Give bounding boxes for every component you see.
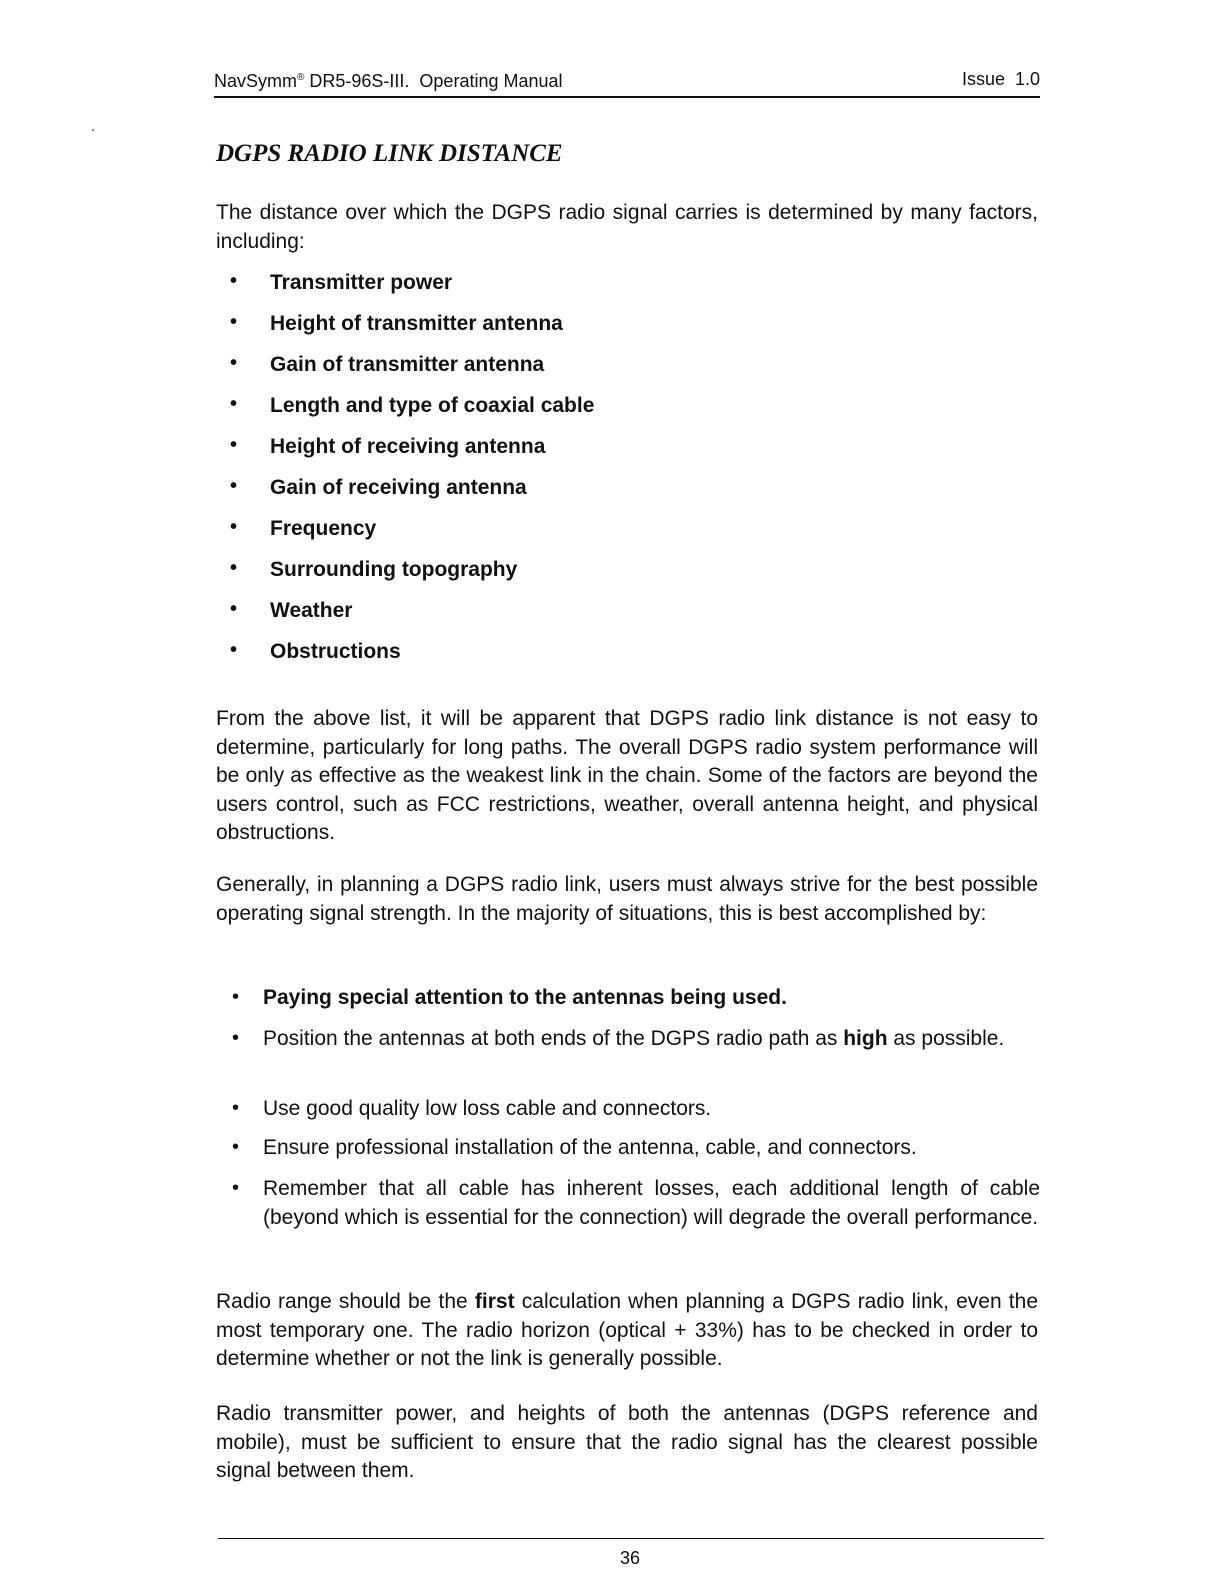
- bullet-icon: •: [232, 1097, 240, 1119]
- intro-paragraph: The distance over which the DGPS radio signal carries is determined by many factors, including:: [216, 201, 1038, 253]
- list-item: • Remember that all cable has inherent losses, each additional length of cable (beyond which is essential for the connection) will degrade the overall performance.: [232, 1174, 1040, 1232]
- bullet-icon: •: [230, 270, 238, 292]
- power-paragraph: Radio transmitter power, and heights of both the antennas (DGPS reference and mobile), must be sufficient to ensure that the radio signal has the clearest possible signal between them.: [216, 1402, 1038, 1482]
- bullet-icon: •: [232, 1027, 240, 1049]
- bullet-icon: •: [230, 311, 238, 333]
- bullet-icon: •: [232, 986, 240, 1008]
- list-item: • Use good quality low loss cable and connectors.: [232, 1094, 1040, 1123]
- range-paragraph: Radio range should be the first calculation when planning a DGPS radio link, even the most temporary one. The radio horizon (optical + 33%) has to be checked in order to determine whether or not the link is generally possible.: [216, 1290, 1038, 1370]
- header-document-title: NavSymm® DR5-96S-III. Operating Manual: [214, 71, 563, 91]
- list-item: • Ensure professional installation of the antenna, cable, and connectors.: [232, 1133, 1040, 1162]
- analysis-paragraph: From the above list, it will be apparent that DGPS radio link distance is not easy to determine, particularly for long paths. The overall DGPS radio system performance will be only as effective as the weakest link in the chain. Some of the factors are beyond the users control, such as FCC restrictions, weather, overall antenna height, and physical obstructions.: [216, 707, 1038, 844]
- bullet-icon: •: [230, 598, 238, 620]
- header-issue: Issue 1.0: [961, 69, 1040, 89]
- bullet-icon: •: [230, 393, 238, 415]
- planning-paragraph: Generally, in planning a DGPS radio link, users must always strive for the best possible operating signal strength. In the majority of situations, this is best accomplished by:: [216, 873, 1038, 925]
- page-number: 36: [620, 1548, 641, 1568]
- bullet-icon: •: [230, 557, 238, 579]
- scan-speck: [92, 129, 94, 131]
- bullet-icon: •: [230, 639, 238, 661]
- page-header: [214, 66, 1040, 98]
- bullet-icon: •: [230, 516, 238, 538]
- list-item: • Paying special attention to the antennas being used.: [232, 983, 1040, 1012]
- bullet-icon: •: [230, 352, 238, 374]
- bullet-icon: •: [230, 475, 238, 497]
- bullet-icon: •: [232, 1136, 240, 1158]
- section-title: DGPS RADIO LINK DISTANCE: [216, 140, 563, 167]
- footer-rule: [218, 1538, 1044, 1539]
- bullet-icon: •: [232, 1177, 240, 1199]
- bullet-icon: •: [230, 434, 238, 456]
- list-item: • Position the antennas at both ends of the DGPS radio path as high as possible.: [232, 1024, 1040, 1053]
